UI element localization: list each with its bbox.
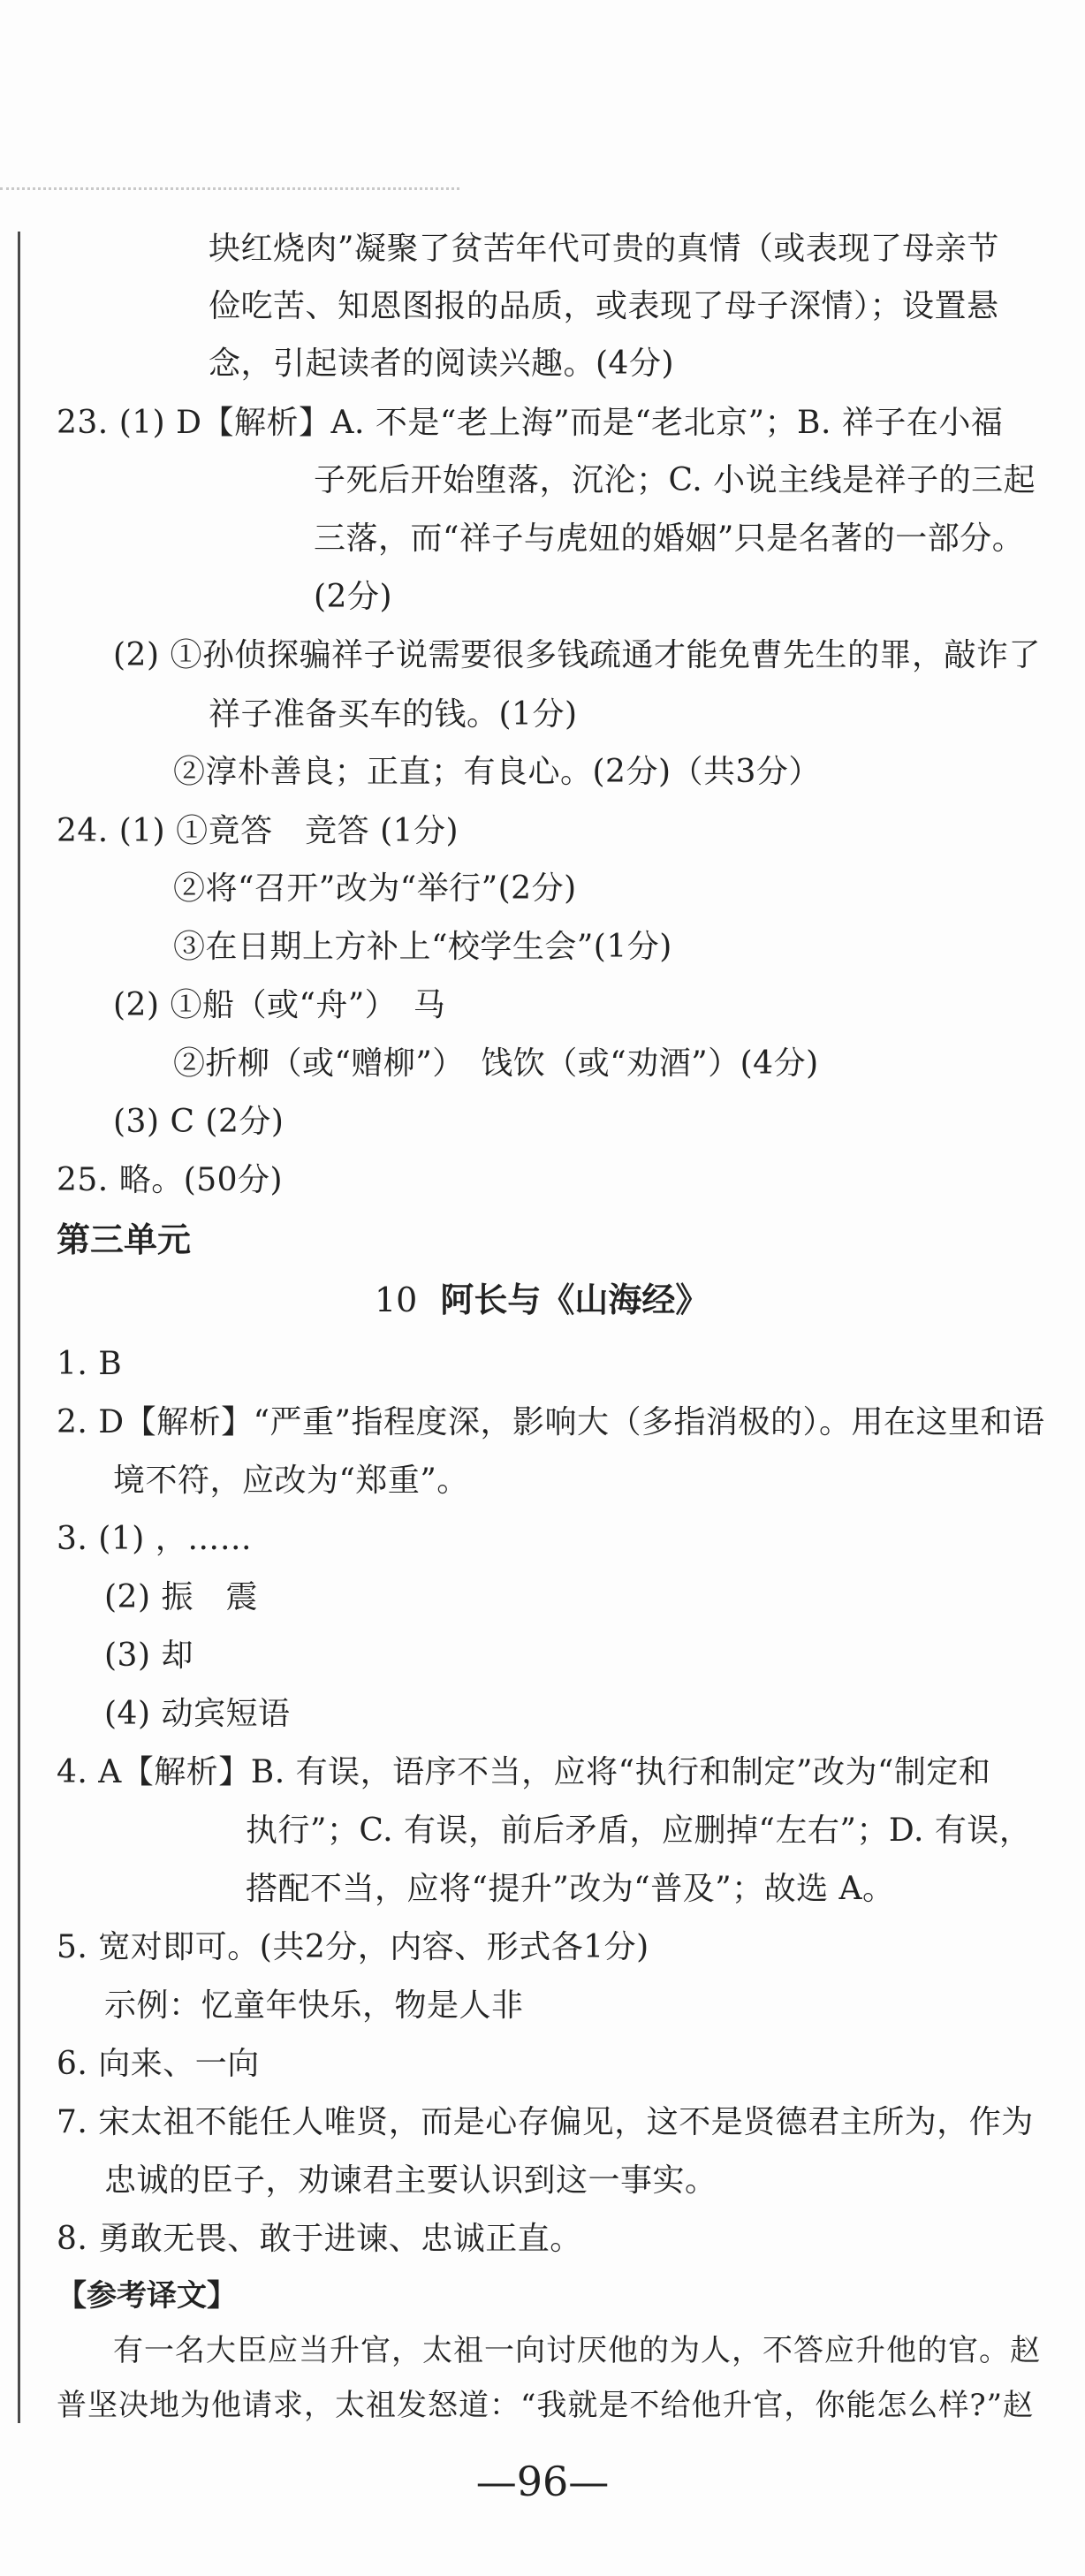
answer-line: 块红烧肉”凝聚了贫苦年代可贵的真情（或表现了母亲节 [209,231,999,267]
answer-line: 6. 向来、一向 [57,2046,260,2082]
answer-line: 7. 宋太祖不能任人唯贤，而是心存偏见，这不是贤德君主所为，作为 [57,2104,1034,2140]
answer-line: 24. (1) ①竟答 竞答 (1分) [57,813,459,849]
answer-line: 祥子准备买车的钱。(1分) [209,696,578,733]
answer-line: 三落，而“祥子与虎妞的婚姻”只是名著的一部分。 [314,521,1025,557]
answer-line: (3) 却 [104,1638,193,1674]
answer-line: (2) ①孙侦探骗祥子说需要很多钱疏通才能免曹先生的罪，敲诈了 [113,637,1041,673]
lesson-number: 10 [375,1280,418,1319]
answer-line: 3. (1) ，…… [57,1521,253,1557]
answer-line: 5. 宽对即可。(共2分，内容、形式各1分) [57,1929,649,1965]
lesson-name: 阿长与《山海经》 [440,1280,709,1319]
answer-line: (4) 动宾短语 [104,1696,291,1732]
answer-line: 4. A【解析】B. 有误，语序不当，应将“执行和制定”改为“制定和 [57,1754,991,1790]
answer-line: 搭配不当，应将“提升”改为“普及”；故选 A。 [246,1871,895,1907]
answer-line: ③在日期上方补上“校学生会”(1分) [173,929,672,965]
answer-line: 2. D【解析】“严重”指程度深，影响大（多指消极的）。用在这里和语 [57,1404,1045,1440]
section-title: 第三单元 [57,1220,192,1259]
answer-line: 忠诚的臣子，劝谏君主要认识到这一事实。 [104,2162,717,2199]
reference-heading: 【参考译文】 [57,2278,237,2314]
answer-line: ②将“召开”改为“举行”(2分) [173,870,577,907]
answer-line: 境不符，应改为“郑重”。 [113,1463,469,1499]
answer-line: (2) 振 震 [104,1579,258,1615]
answer-line: 俭吃苦、知恩图报的品质，或表现了母子深情）；设置悬 [209,288,999,324]
answer-line: 示例：忆童年快乐，物是人非 [104,1987,524,2024]
answer-line: 念，引起读者的阅读兴趣。(4分) [209,346,674,382]
answer-line: 25. 略。(50分) [57,1162,284,1198]
answer-line: ②折柳（或“赠柳”） 饯饮（或“劝酒”）(4分) [173,1045,819,1082]
answer-line: ②淳朴善良；正直；有良心。(2分)（共3分） [173,754,821,790]
top-divider [0,187,459,190]
answer-line: (2) ①船（或“舟”） 马 [113,987,446,1023]
page-number: —96— [475,2458,610,2505]
answer-line: 1. B [57,1346,123,1382]
left-margin-rule [18,232,20,2423]
reference-line: 有一名大臣应当升官，太祖一向讨厌他的为人，不答应升他的官。赵 [113,2333,1041,2368]
answer-line: (3) C (2分) [113,1104,285,1140]
answer-line: 执行”；C. 有误，前后矛盾，应删掉“左右”；D. 有误， [246,1812,1032,1849]
reference-line: 普坚决地为他请求，太祖发怒道：“我就是不给他升官，你能怎么样?”赵 [57,2388,1034,2423]
lesson-title [375,1278,709,1322]
answer-line: 子死后开始堕落，沉沦；C. 小说主线是祥子的三起 [314,462,1036,498]
answer-line: 8. 勇敢无畏、敢于进谏、忠诚正直。 [57,2221,582,2257]
answer-line: 23. (1) D【解析】A. 不是“老上海”而是“老北京”；B. 祥子在小福 [57,405,1004,441]
answer-line: (2分) [314,579,392,615]
